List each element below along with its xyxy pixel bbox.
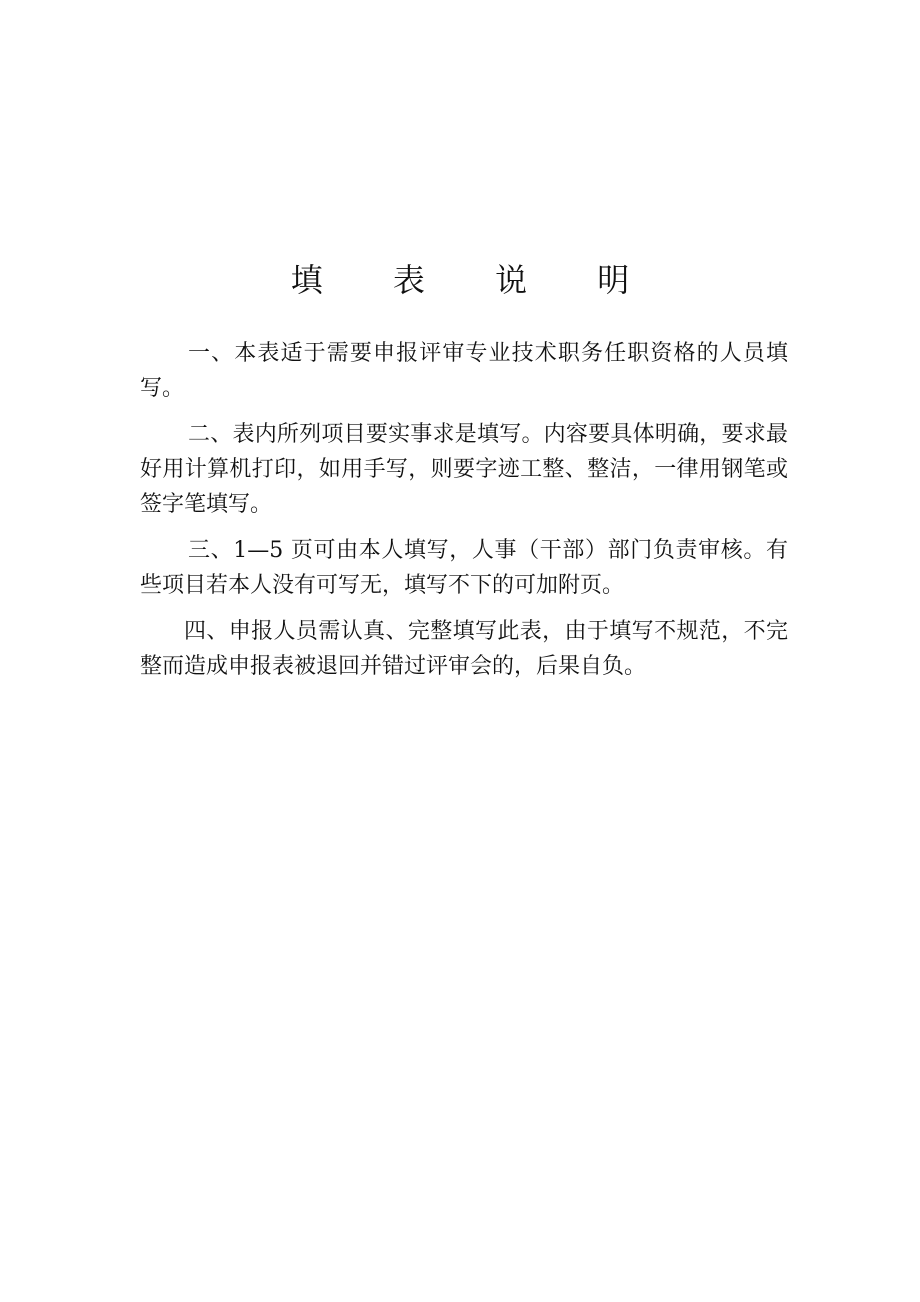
instructions-body [140,336,788,695]
page-title: 填 表 说 明 [290,261,660,299]
instruction-item-3: 三、1—5 页可由本人填写，人事（干部）部门负责审核。有些项目若本人没有可写无，填写不下的可加附页。 [140,538,788,598]
instruction-item-4: 四、申报人员需认真、完整填写此表，由于填写不规范，不完整而造成申报表被退回并错过评审会的，后果自负。 [140,619,788,679]
instruction-item-1: 一、本表适于需要申报评审专业技术职务任职资格的人员填写。 [140,341,788,401]
instruction-item-2: 二、表内所列项目要实事求是填写。内容要具体明确，要求最好用计算机打印，如用手写，则要字迹工整、整洁，一律用钢笔或签字笔填写。 [140,422,788,517]
